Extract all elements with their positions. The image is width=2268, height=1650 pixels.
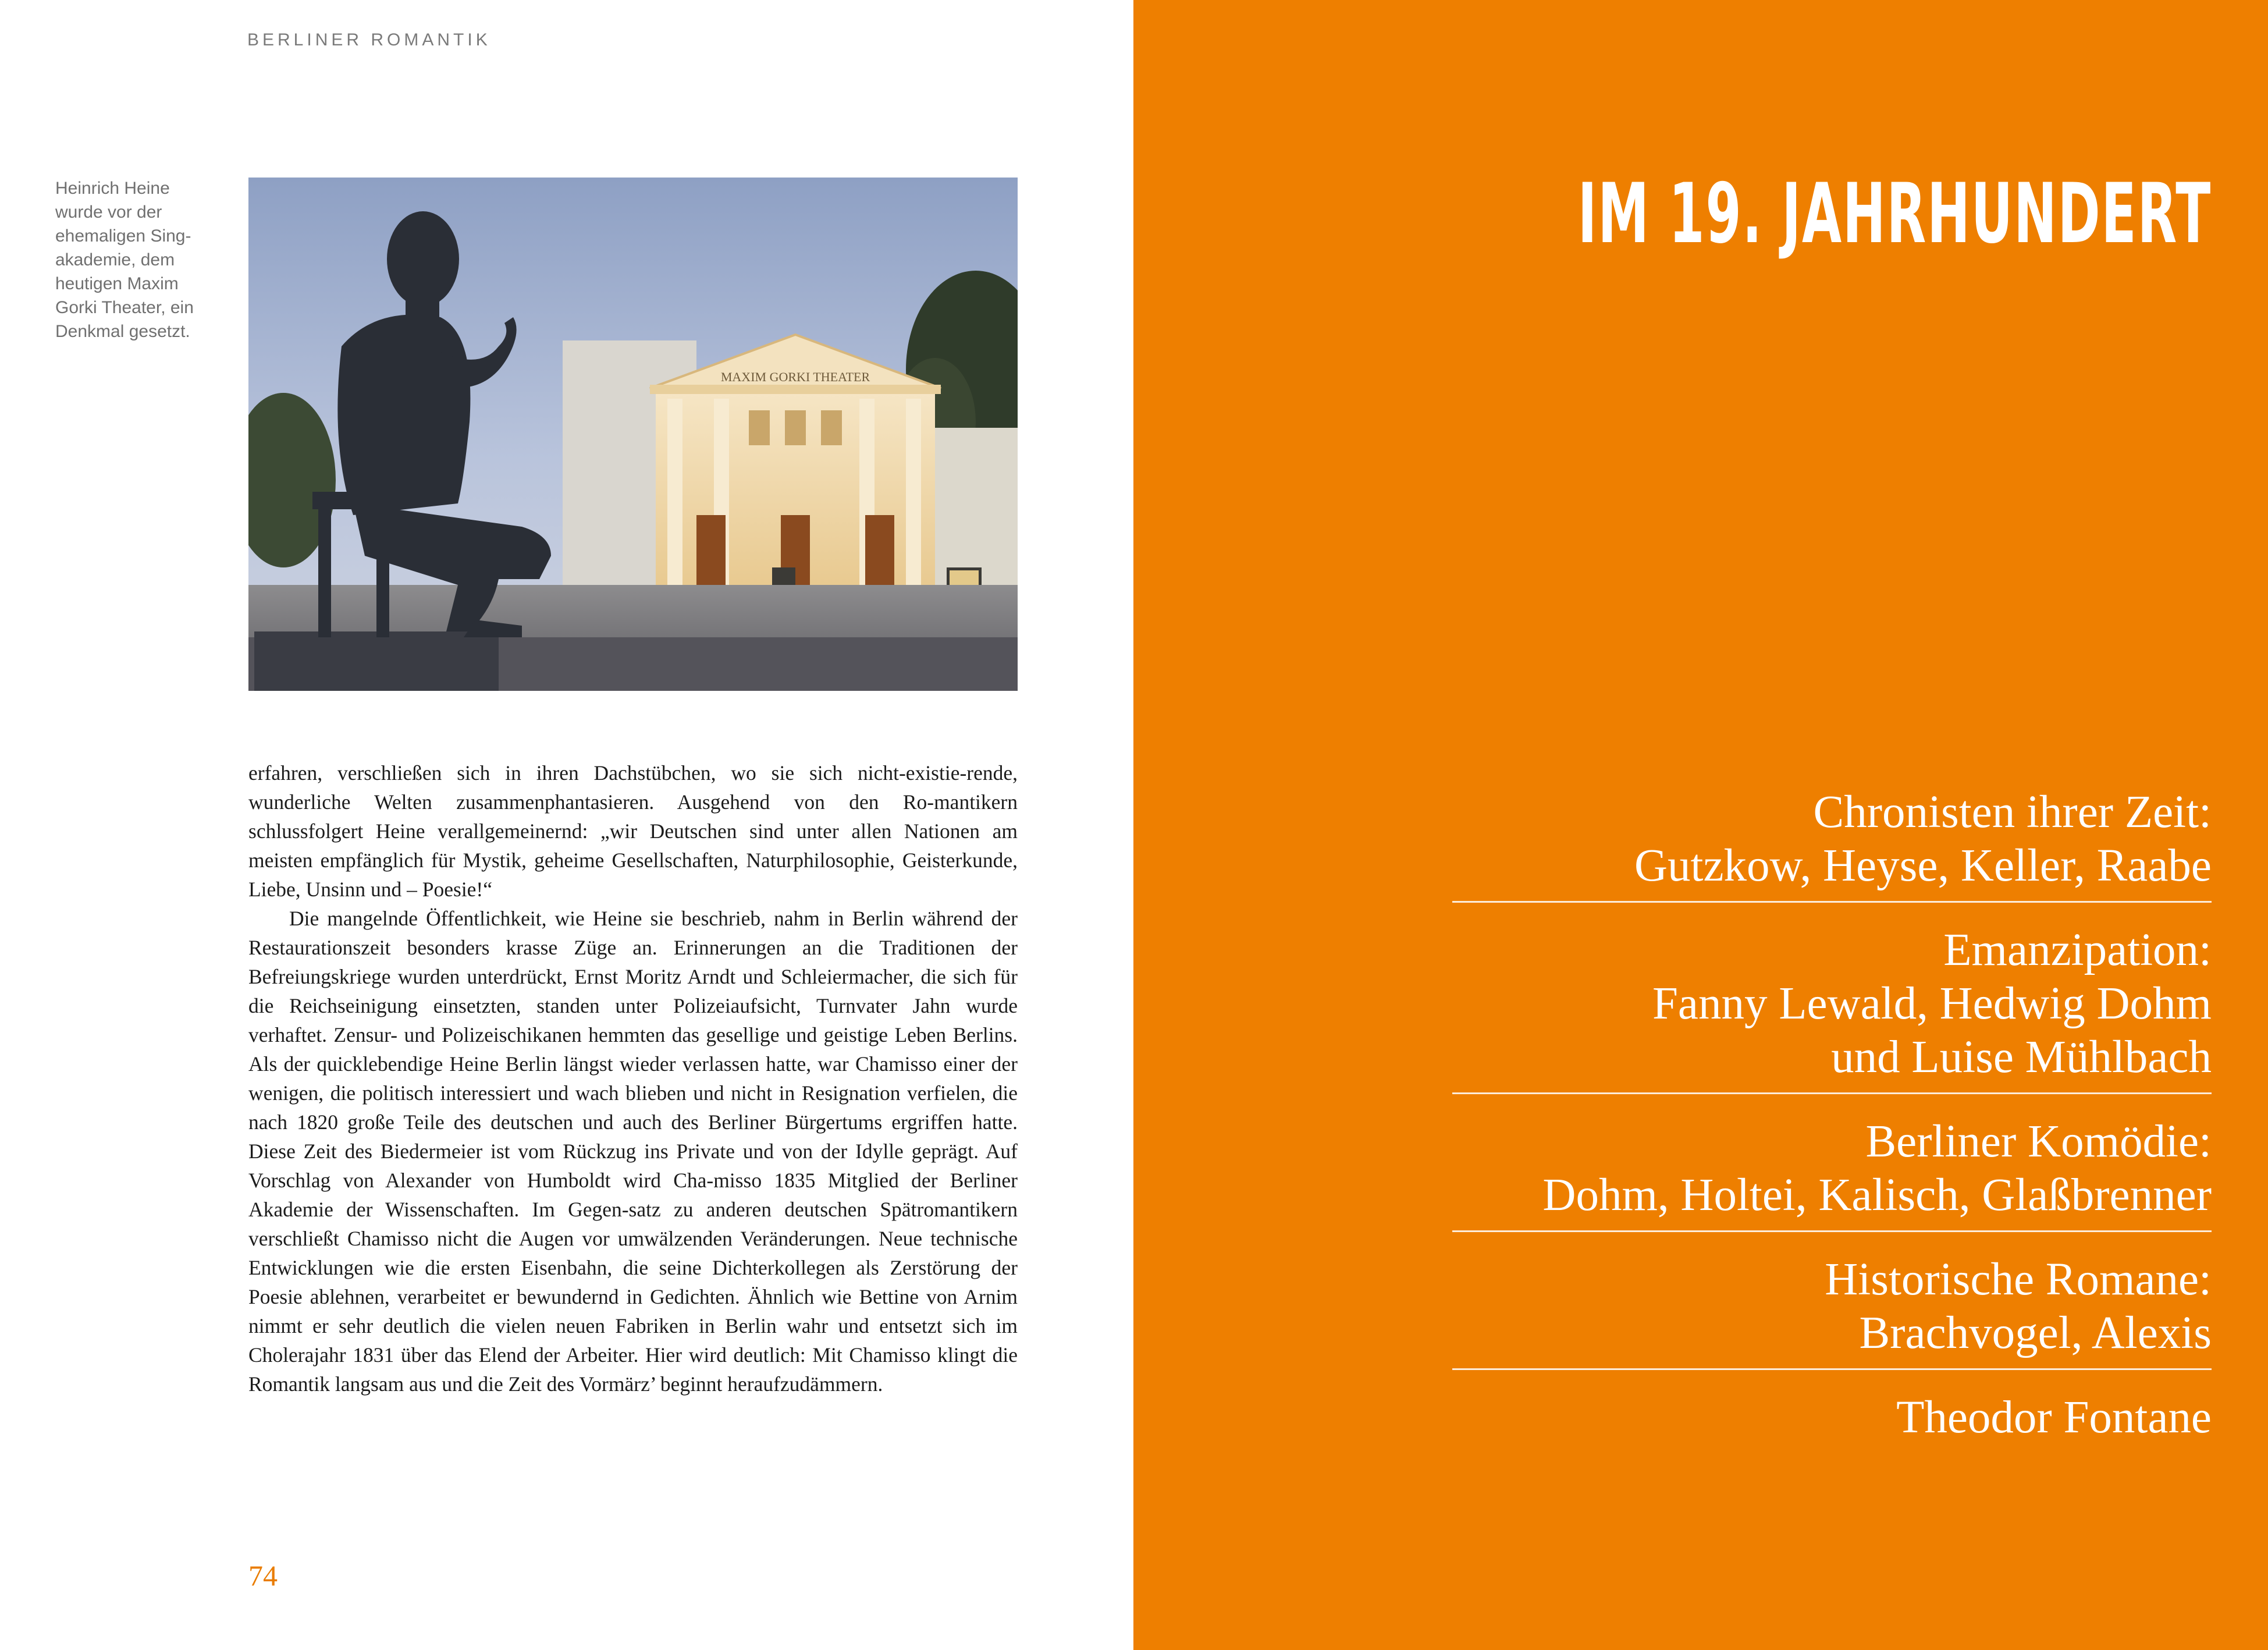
heine-monument-photo: [248, 178, 1018, 691]
running-head: BERLINER ROMANTIK: [247, 30, 491, 49]
topic-list: [1452, 786, 2212, 1453]
topic-emanzipation: [1452, 924, 2212, 1092]
caption-line: ehemaligen Sing-: [55, 226, 191, 246]
topic-authors: Gutzkow, Heyse, Keller, Raabe: [1634, 840, 2212, 891]
photo-caption: [55, 176, 209, 343]
caption-line: akademie, dem: [55, 250, 175, 269]
page-number: 74: [248, 1559, 278, 1592]
topic-authors: Dohm, Holtei, Kalisch, Glaßbrenner: [1542, 1170, 2212, 1220]
topic-authors: Fanny Lewald, Hedwig Dohm: [1652, 978, 2212, 1029]
paragraph: Die mangelnde Öffentlichkeit, wie Heine sie beschrieb, nahm in Berlin während der Restaurationszeit besonders krasse Züge an. Erinnerungen an die Traditionen der Befreiungskriege wurden unterdrückt, Ernst Moritz Arndt und Schleiermacher, die sich für die Reichseinigung einsetzten, standen unter Polizeiaufsicht, Turnvater Jahn wurde verhaftet. Zensur- und Polizeischikanen hemmten das gesellige und geistige Leben Berlins. Als der quicklebendige Heine Berlin längst wieder verlassen hatte, war Chamisso einer der wenigen, die politisch interessiert und wach blieben und nicht in Resignation verfielen, die nach 1820 große Teile des deutschen und auch des Berliner Bürgertums ergriffen hatte. Diese Zeit des Biedermeier ist vom Rückzug ins Private und von der Idylle geprägt. Auf Vorschlag von Alexander von Humboldt wird Cha-misso 1835 Mitglied der Berliner Akademie der Wissenschaften. Im Gegen-satz zu anderen deutschen Spätromantikern verschließt Chamisso nicht die Augen vor umwälzenden Veränderungen. Neue technische Entwicklungen wie die ersten Eisenbahn, die seine Dichterkollegen als Zerstörung der Poesie ablehnen, verarbeitet er bewundernd in Gedichten. Ähnlich wie Bettine von Arnim nimmt er sehr deutlich die vielen neuen Fabriken in Berlin wahr und entsetzt sich im Cholerajahr 1831 über das Elend der Arbeiter. Hier wird deutlich: Mit Chamisso klingt die Romantik langsam aus und die Zeit des Vormärz’ beginnt heraufzudämmern.: [248, 907, 1018, 1396]
topic-historische-romane: [1452, 1253, 2212, 1368]
caption-line: Gorki Theater, ein: [55, 298, 194, 317]
topic-fontane: [1452, 1391, 2212, 1453]
topic-chronisten: [1452, 786, 2212, 901]
topic-heading: Theodor Fontane: [1896, 1392, 2212, 1443]
caption-line: Heinrich Heine: [55, 179, 170, 198]
topic-authors: Brachvogel, Alexis: [1859, 1308, 2212, 1358]
chapter-title: IM 19. JAHRHUNDERT: [1577, 166, 2212, 262]
divider: [1452, 1092, 2212, 1094]
topic-authors: und Luise Mühlbach: [1831, 1032, 2212, 1083]
divider: [1452, 1368, 2212, 1370]
divider: [1452, 1230, 2212, 1232]
theater-inscription: MAXIM GORKI THEATER: [720, 370, 870, 384]
caption-line: heutigen Maxim: [55, 274, 179, 293]
topic-heading: Chronisten ihrer Zeit:: [1813, 787, 2212, 838]
topic-heading: Emanzipation:: [1943, 925, 2212, 975]
divider: [1452, 901, 2212, 903]
topic-heading: Historische Romane:: [1825, 1254, 2212, 1305]
topic-heading: Berliner Komödie:: [1865, 1116, 2212, 1167]
caption-line: wurde vor der: [55, 203, 162, 222]
body-text: [248, 758, 1018, 1399]
topic-komoedie: [1452, 1115, 2212, 1230]
right-page: [1133, 0, 2268, 1650]
left-page: [0, 0, 1133, 1650]
paragraph: erfahren, verschließen sich in ihren Dachstübchen, wo sie sich nicht-existie-rende, wunderliche Welten zusammenphantasieren. Ausgehend von den Ro-mantikern schlussfolgert Heine verallgemeinernd: „wir Deutschen sind unter allen Nationen am meisten empfänglich für Mystik, geheime Gesellschaften, Naturphilosophie, Geisterkunde, Liebe, Unsinn und – Poesie!“: [248, 761, 1018, 901]
caption-line: Denkmal gesetzt.: [55, 322, 190, 341]
